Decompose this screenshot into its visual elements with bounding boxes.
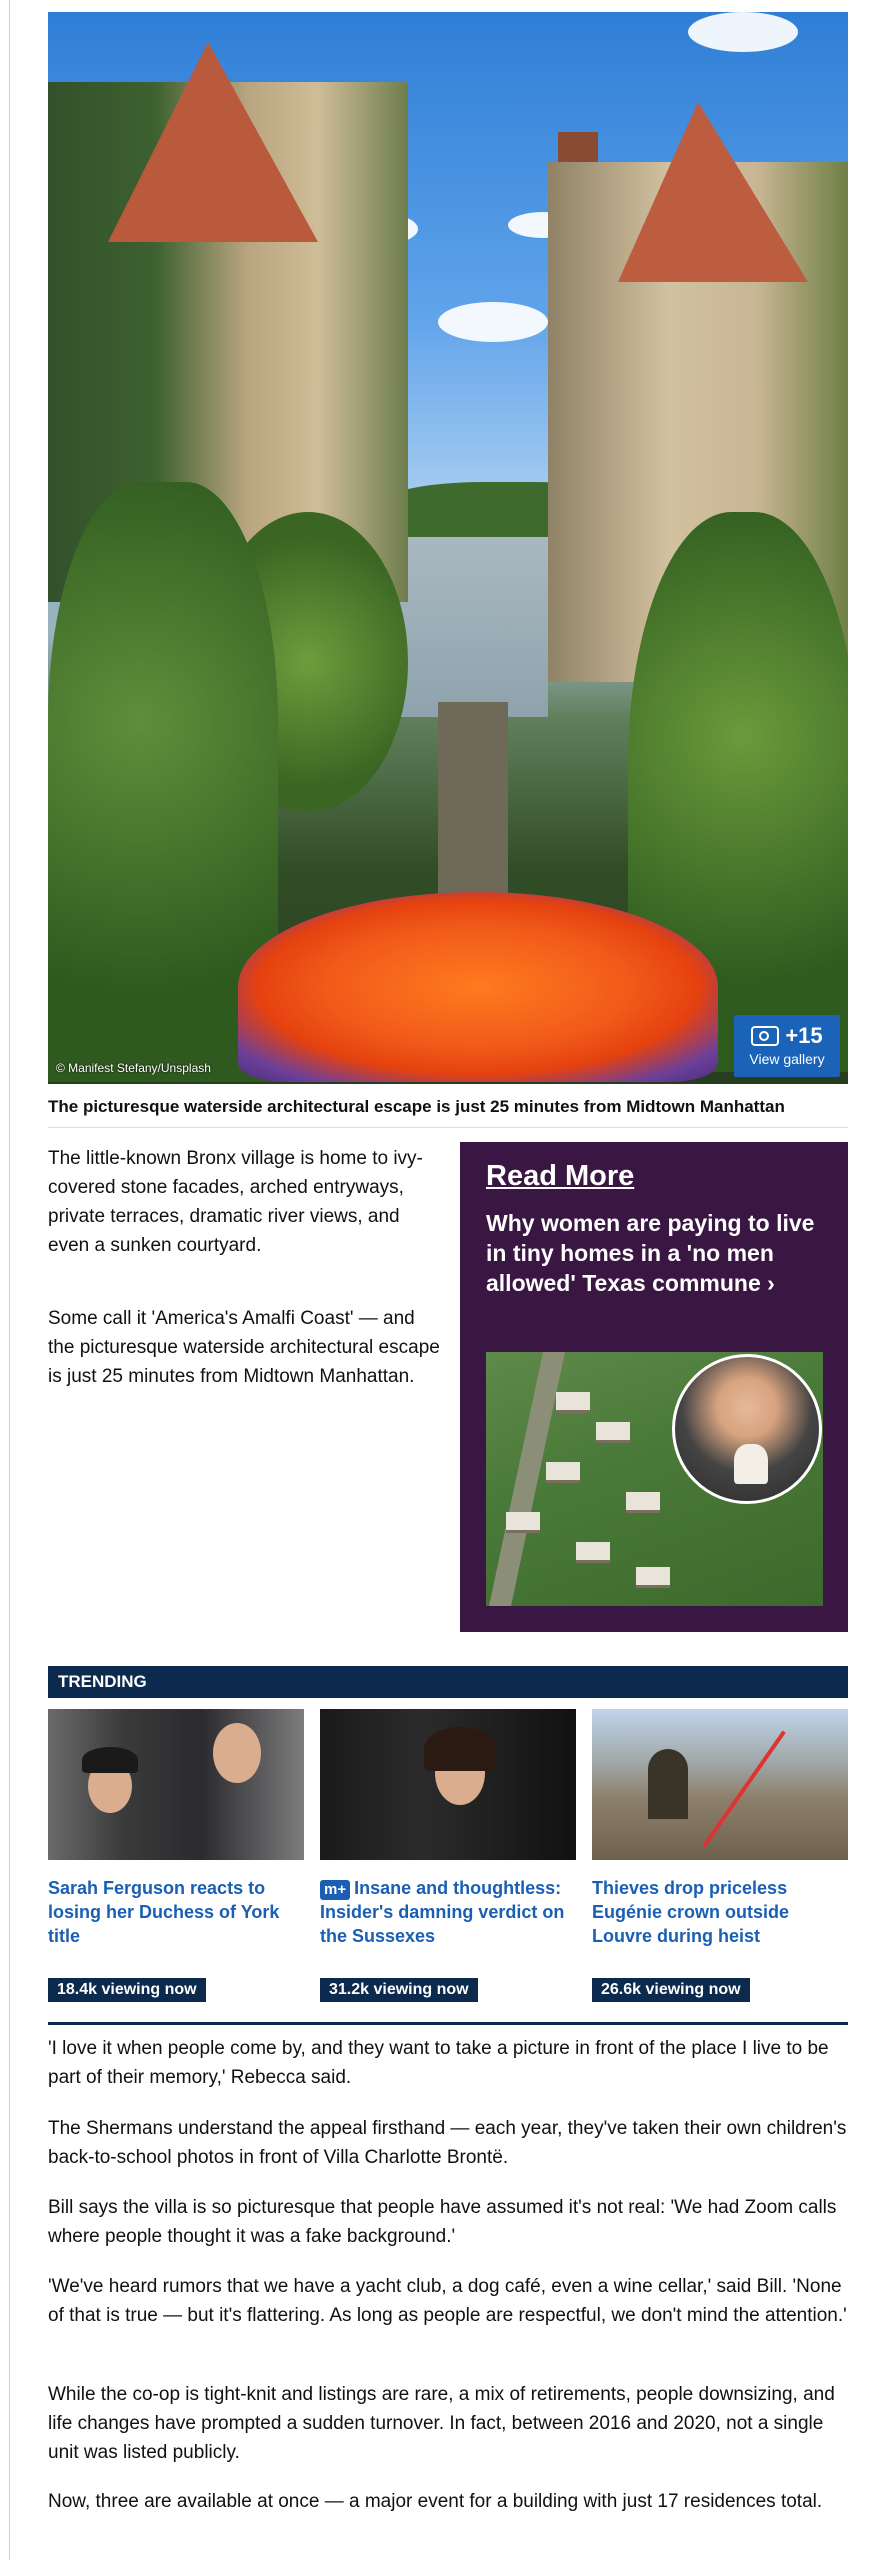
article-paragraph: 'I love it when people come by, and they want to take a picture in front of the place I live to be part of their memory,' Rebecca said. xyxy=(48,2038,829,2088)
right-roof xyxy=(618,102,808,282)
cloud xyxy=(688,12,798,52)
article-paragraph: Some call it 'America's Amalfi Coast' — and the picturesque waterside architectural escape is just 25 minutes from Midtown Manhattan. xyxy=(48,1308,440,1387)
chevron-right-icon: › xyxy=(767,1270,775,1296)
gallery-label: View gallery xyxy=(749,1051,825,1067)
river xyxy=(388,537,548,717)
read-more-headline[interactable] xyxy=(486,1208,826,1298)
photo-credit: © Manifest Stefany/Unsplash xyxy=(56,1061,211,1075)
tiny-home xyxy=(636,1567,670,1588)
read-more-box[interactable] xyxy=(460,1142,848,1632)
viewing-count: 26.6k viewing now xyxy=(592,1978,750,2002)
article-paragraph: While the co-op is tight-knit and listings are rare, a mix of retirements, people downsizing, and life changes have prompted a sudden turnover. In fact, between 2016 and 2020, not a single unit was listed publicly. xyxy=(48,2384,835,2463)
article-paragraph: Now, three are available at once — a major event for a building with just 17 residences total. xyxy=(48,2491,823,2512)
trending-title-text[interactable]: Insane and thoughtless: Insider's damning verdict on the Sussexes xyxy=(320,1878,565,1946)
article-paragraph: Bill says the villa is so picturesque that people have assumed it's not real: 'We had Zoom calls where people thought it was a fake background.' xyxy=(48,2197,837,2247)
tiny-home xyxy=(546,1462,580,1483)
ice-cream-cup xyxy=(734,1444,768,1484)
trending-thumbnail[interactable] xyxy=(592,1709,848,1860)
gallery-count: +15 xyxy=(785,1023,823,1048)
hat xyxy=(82,1747,138,1773)
page-left-border xyxy=(9,0,10,2560)
camera-icon xyxy=(751,1026,779,1046)
article-paragraph: 'We've heard rumors that we have a yacht club, a dog café, even a wine cellar,' said Bill. 'None of that is true — but it's flattering. As long as people are respectful, we don't mind the attention.' xyxy=(48,2276,847,2326)
trending-thumbnail[interactable] xyxy=(320,1709,576,1860)
tiny-home xyxy=(596,1422,630,1443)
read-more-image[interactable] xyxy=(486,1352,823,1606)
trending-title[interactable]: Sarah Ferguson reacts to losing her Duchess of York title xyxy=(48,1878,280,1946)
tiny-home xyxy=(626,1492,660,1513)
trending-card[interactable] xyxy=(48,1709,304,2002)
view-gallery-button[interactable] xyxy=(734,1015,840,1077)
hair xyxy=(424,1727,496,1771)
read-more-title[interactable]: Read More xyxy=(486,1160,635,1192)
trending-card[interactable] xyxy=(592,1709,848,2002)
trending-title[interactable]: Thieves drop priceless Eugénie crown outside Louvre during heist xyxy=(592,1878,790,1946)
face xyxy=(213,1723,261,1783)
tiny-home xyxy=(576,1542,610,1563)
trending-title[interactable] xyxy=(320,1876,576,1978)
crane xyxy=(702,1731,786,1848)
image-caption: The picturesque waterside architectural escape is just 25 minutes from Midtown Manhattan xyxy=(48,1097,848,1128)
mplus-badge: m+ xyxy=(320,1880,350,1900)
trending-card[interactable] xyxy=(320,1709,576,2002)
article-paragraph: The Shermans understand the appeal firsthand — each year, they've taken their own children's back-to-school photos in front of Villa Charlotte Brontë. xyxy=(48,2118,847,2168)
viewing-count: 18.4k viewing now xyxy=(48,1978,206,2002)
hero-image[interactable] xyxy=(48,12,848,1084)
tiny-home xyxy=(556,1392,590,1413)
trending-divider xyxy=(48,2022,848,2025)
louvre-arch xyxy=(648,1749,688,1819)
article-paragraph: The little-known Bronx village is home to ivy-covered stone facades, arched entryways, private terraces, dramatic river views, and even a sunken courtyard. xyxy=(48,1148,423,1256)
tiny-home xyxy=(506,1512,540,1533)
trending-header: TRENDING xyxy=(48,1666,848,1698)
cloud xyxy=(438,302,548,342)
left-roof xyxy=(108,42,318,242)
trending-thumbnail[interactable] xyxy=(48,1709,304,1860)
tulip-bed xyxy=(238,892,718,1082)
viewing-count: 31.2k viewing now xyxy=(320,1978,478,2002)
read-more-headline-text[interactable]: Why women are paying to live in tiny homes in a 'no men allowed' Texas commune xyxy=(486,1210,815,1296)
